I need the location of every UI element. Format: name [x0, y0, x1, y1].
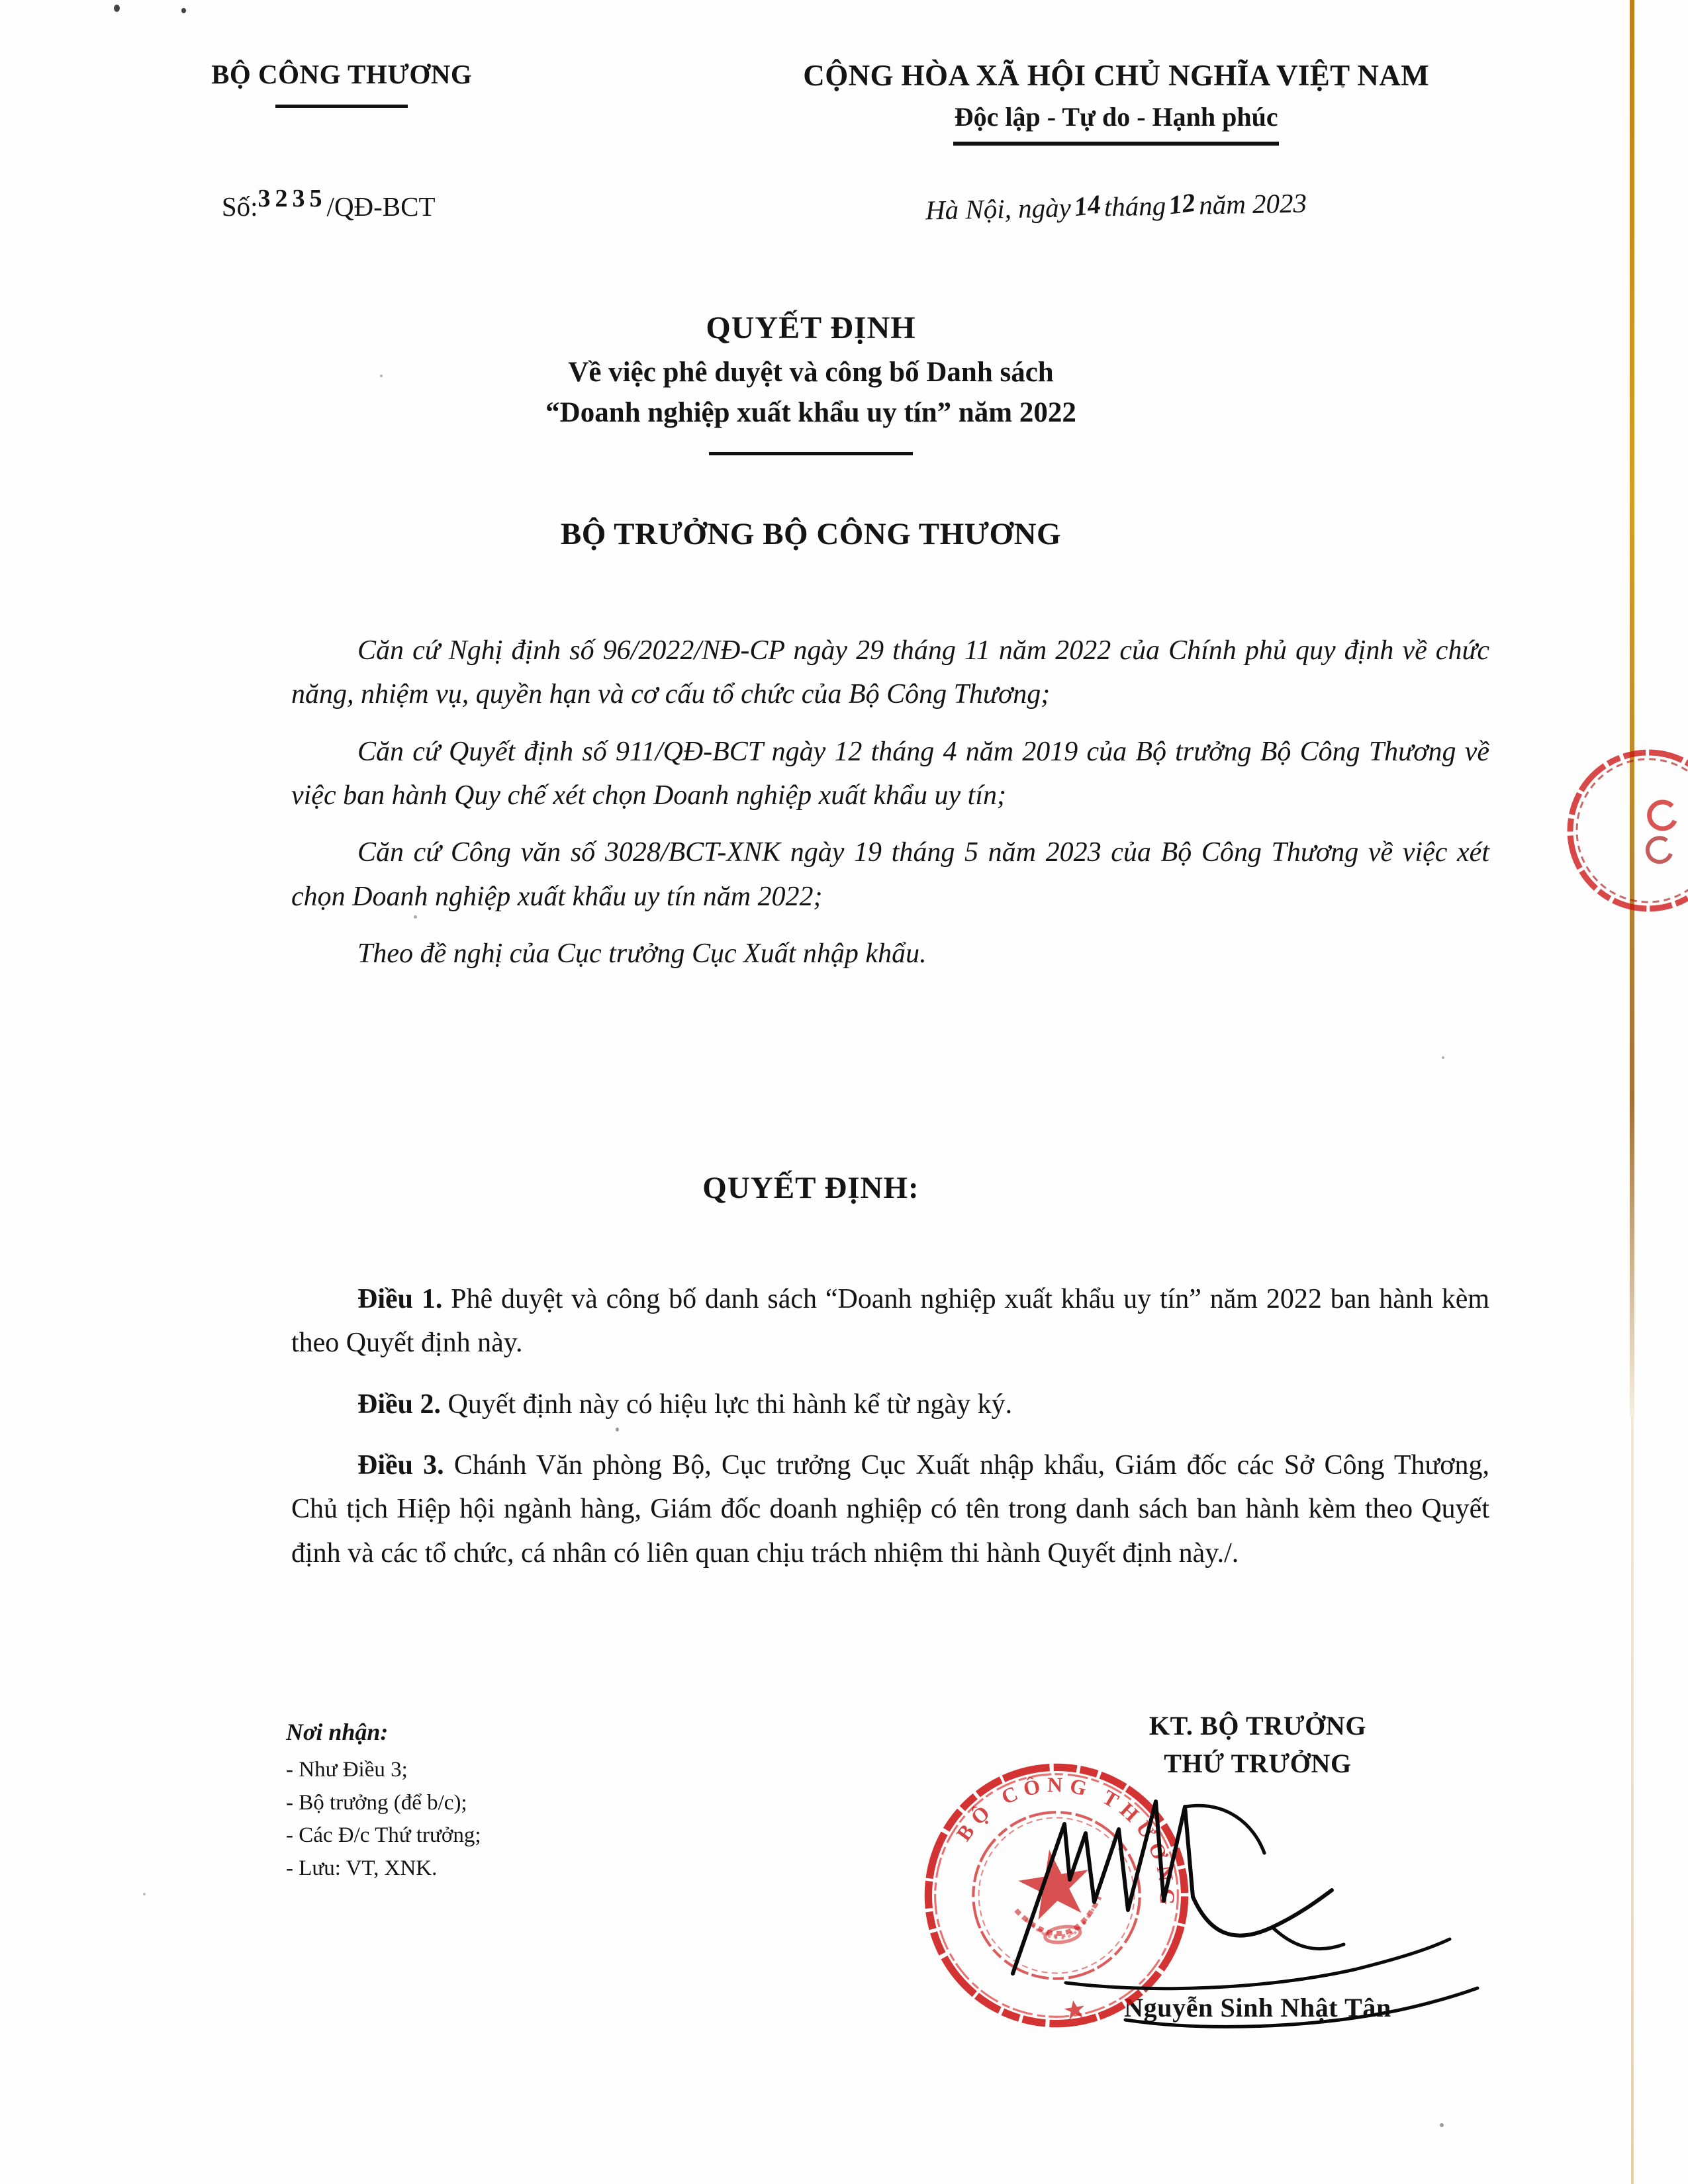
- document-title-block: [0, 310, 1622, 455]
- recipient-item: - Các Đ/c Thứ trưởng;: [286, 1823, 481, 1847]
- place-and-date: [925, 187, 1307, 226]
- scan-edge-artifact-lower: [1631, 1416, 1634, 2184]
- place-date-block: [617, 187, 1589, 226]
- document-header: [0, 58, 1589, 146]
- document-type-title: QUYẾT ĐỊNH: [706, 310, 916, 345]
- document-subject-line-1: Về việc phê duyệt và công bố Danh sách: [568, 357, 1054, 388]
- preamble-section: [291, 629, 1489, 976]
- preamble-paragraph: Căn cứ Quyết định số 911/QĐ-BCT ngày 12 tháng 4 năm 2019 của Bộ trưởng Bộ Công Thương về việc ban hành Quy chế xét chọn Doanh nghiệp xuất khẩu uy tín;: [291, 736, 1489, 811]
- document-number-prefix: Số:: [221, 191, 258, 222]
- signer-role-line-2: THỨ TRƯỞNG: [1164, 1748, 1352, 1778]
- article-2-text: Quyết định này có hiệu lực thi hành kể từ ngày ký.: [441, 1388, 1013, 1420]
- recipients-block: [286, 1714, 481, 1885]
- motto-underline: [953, 142, 1279, 146]
- recipient-item: - Lưu: VT, XNK.: [286, 1856, 438, 1880]
- place-prefix: Hà Nội, ngày: [925, 192, 1072, 226]
- scan-speck: [1442, 1056, 1444, 1059]
- document-number-suffix: /QĐ-BCT: [326, 191, 436, 222]
- year-prefix: năm: [1198, 189, 1246, 220]
- national-title: CỘNG HÒA XÃ HỘI CHỦ NGHĨA VIỆT NAM: [803, 59, 1430, 92]
- document-number-handwritten: 3235: [258, 185, 327, 212]
- article-3-label: Điều 3.: [357, 1450, 444, 1481]
- signer-name: Nguyễn Sinh Nhật Tân: [1124, 1992, 1391, 2023]
- recipient-item: - Bộ trưởng (để b/c);: [286, 1790, 467, 1815]
- signer-role-line-1: KT. BỘ TRƯỞNG: [1149, 1711, 1367, 1741]
- recipient-item: - Như Điều 3;: [286, 1758, 408, 1782]
- issuing-authority: BỘ TRƯỞNG BỘ CÔNG THƯƠNG: [560, 517, 1062, 551]
- reference-line: [0, 185, 1589, 226]
- scan-edge-artifact: [1630, 0, 1634, 1416]
- date-day-handwritten: 14: [1072, 189, 1103, 222]
- official-seal-icon: [900, 1739, 1212, 2051]
- month-prefix: tháng: [1103, 190, 1166, 222]
- article-1: [291, 1277, 1489, 1365]
- articles-section: [291, 1277, 1489, 1575]
- decide-heading: QUYẾT ĐỊNH:: [702, 1171, 919, 1205]
- document-number-block: [0, 185, 617, 222]
- partial-edge-seal-icon: [1542, 748, 1688, 913]
- article-1-text: Phê duyệt và công bố danh sách “Doanh nghiệp xuất khẩu uy tín” năm 2022 ban hành kèm theo Quyết định này.: [291, 1284, 1490, 1359]
- preamble-paragraph: Theo đề nghị của Cục trưởng Cục Xuất nhập khẩu.: [357, 938, 927, 970]
- article-2-label: Điều 2.: [357, 1388, 441, 1420]
- organization-underline: [275, 105, 408, 108]
- scan-speck: [181, 8, 186, 13]
- preamble-paragraph: Căn cứ Nghị định số 96/2022/NĐ-CP ngày 29 tháng 11 năm 2022 của Chính phủ quy định về chức năng, nhiệm vụ, quyền hạn và cơ cấu tổ chức của Bộ Công Thương;: [291, 635, 1489, 710]
- scan-speck: [1440, 2123, 1444, 2127]
- national-motto: Độc lập - Tự do - Hạnh phúc: [954, 102, 1278, 132]
- article-3: [291, 1443, 1489, 1575]
- document-number: [221, 185, 436, 222]
- article-3-text: Chánh Văn phòng Bộ, Cục trưởng Cục Xuất nhập khẩu, Giám đốc các Sở Công Thương, Chủ tịch Hiệp hội ngành hàng, Giám đốc doanh nghiệp có tên trong danh sách ban hành kèm theo Quyết định và các tổ chức, cá nhân có liên quan chịu trách nhiệm thi hành Quyết định này./.: [291, 1450, 1489, 1569]
- title-underline: [709, 452, 913, 455]
- date-year: 2023: [1252, 187, 1307, 220]
- scan-speck: [143, 1893, 146, 1895]
- issuing-organization: BỘ CÔNG THƯƠNG: [211, 59, 473, 89]
- scan-speck: [114, 5, 120, 12]
- issuing-organization-block: [0, 58, 630, 146]
- national-heading-block: [630, 58, 1589, 146]
- article-2: [291, 1383, 1489, 1426]
- svg-text:BỘ CÔNG THƯƠNG: BỘ CÔNG THƯƠNG: [952, 1773, 1180, 1912]
- date-month-handwritten: 12: [1167, 187, 1197, 220]
- document-subject-line-2: “Doanh nghiệp xuất khẩu uy tín” năm 2022: [545, 396, 1076, 428]
- preamble-paragraph: Căn cứ Công văn số 3028/BCT-XNK ngày 19 tháng 5 năm 2023 của Bộ Công Thương về việc xét chọn Doanh nghiệp xuất khẩu uy tín năm 2022;: [291, 837, 1489, 912]
- recipients-list: [286, 1754, 481, 1885]
- article-1-label: Điều 1.: [357, 1284, 443, 1314]
- recipients-title: Nơi nhận:: [286, 1719, 389, 1745]
